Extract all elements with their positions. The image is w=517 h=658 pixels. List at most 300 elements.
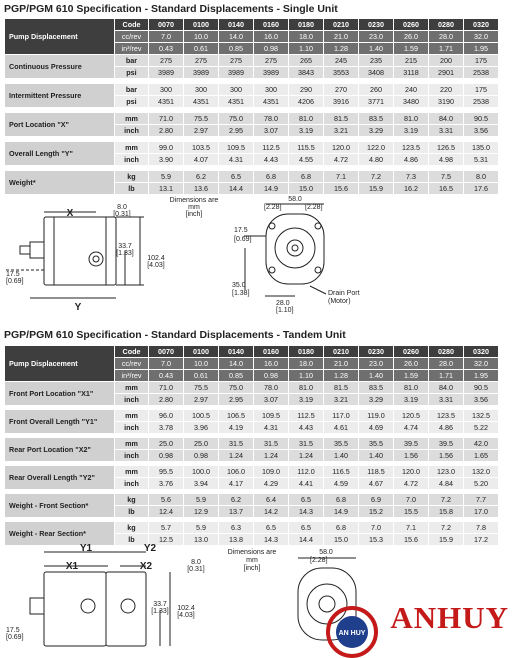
unit-cell: lb <box>115 506 149 518</box>
table-cell: 12.5 <box>149 534 184 546</box>
table-header-row <box>5 346 499 358</box>
unit-cell: inch <box>115 394 149 406</box>
code-header: Code <box>115 19 149 31</box>
dim-x2-label: X2 <box>139 561 153 572</box>
table-cell: 2.95 <box>219 394 254 406</box>
dim2-337: 33.7 <box>153 601 167 608</box>
row-label: Rear Overall Length "Y2" <box>5 466 115 490</box>
dim-337-in: [1.33] <box>116 250 134 257</box>
table-cell: 3.29 <box>359 394 394 406</box>
table-cell: 2.80 <box>149 394 184 406</box>
table-cell: 31.5 <box>219 438 254 450</box>
table-cell: 240 <box>394 84 429 96</box>
table-cell: 4.31 <box>219 154 254 166</box>
table-cell: 1.40 <box>359 450 394 462</box>
dim-58-in-left: [2.28] <box>264 204 282 211</box>
table-cell: 4.72 <box>394 478 429 490</box>
table-cell: 265 <box>289 55 324 67</box>
table-cell: 21.0 <box>324 358 359 370</box>
table-cell: 81.0 <box>289 382 324 394</box>
table-cell: 0.98 <box>149 450 184 462</box>
table-cell: 4351 <box>254 96 289 108</box>
table-cell: 6.5 <box>289 494 324 506</box>
unit-cell: inch <box>115 478 149 490</box>
table-cell: 2.80 <box>149 125 184 137</box>
table-cell: 15.9 <box>359 183 394 195</box>
table-cell: 3.19 <box>289 394 324 406</box>
table-cell: 5.22 <box>464 422 499 434</box>
row-label: Weight* <box>5 171 115 195</box>
dim-y-label: Y <box>74 302 82 313</box>
row-label: Front Overall Length "Y1" <box>5 410 115 434</box>
table-cell: 3.07 <box>254 125 289 137</box>
table-cell: 109.5 <box>219 142 254 154</box>
row-label: Overall Length "Y" <box>5 142 115 166</box>
table-cell: 2901 <box>429 67 464 79</box>
table-cell: 123.0 <box>429 466 464 478</box>
code-cell: 0100 <box>184 19 219 31</box>
table-cell: 1.40 <box>359 370 394 382</box>
table-cell: 3771 <box>359 96 394 108</box>
table-cell: 1.40 <box>324 450 359 462</box>
table-row <box>5 142 499 154</box>
table-cell: 1.10 <box>289 370 324 382</box>
table-cell: 1.71 <box>429 43 464 55</box>
table-cell: 115.5 <box>289 142 324 154</box>
table-cell: 13.7 <box>219 506 254 518</box>
table-cell: 1.59 <box>394 43 429 55</box>
table-cell: 103.5 <box>184 142 219 154</box>
table-cell: 106.5 <box>219 410 254 422</box>
unit-cell: inch <box>115 154 149 166</box>
table-cell: 14.3 <box>254 534 289 546</box>
table-cell: 4351 <box>184 96 219 108</box>
table-cell: 5.9 <box>149 171 184 183</box>
table-cell: 2538 <box>464 96 499 108</box>
code-cell: 0260 <box>394 346 429 358</box>
row-label: Rear Port Location "X2" <box>5 438 115 462</box>
table-row <box>5 171 499 183</box>
table-cell: 4.43 <box>289 422 324 434</box>
table-cell: 4.69 <box>359 422 394 434</box>
table-cell: 4.86 <box>394 154 429 166</box>
table-cell: 71.0 <box>149 382 184 394</box>
row-label: Weight - Rear Section* <box>5 522 115 546</box>
units-note: Dimensions are <box>169 197 219 204</box>
table-cell: 123.5 <box>394 142 429 154</box>
logo-text: AN HUY <box>338 630 366 637</box>
table-cell: 300 <box>254 84 289 96</box>
table-cell: 75.0 <box>219 382 254 394</box>
table-cell: 275 <box>184 55 219 67</box>
units-mm: mm <box>188 204 200 211</box>
table-cell: 42.0 <box>464 438 499 450</box>
table-cell: 3.78 <box>149 422 184 434</box>
dim-x-label: X <box>66 208 74 219</box>
table-cell: 3989 <box>149 67 184 79</box>
dim2-175-in: [0.69] <box>6 634 24 641</box>
table-cell: 4.98 <box>429 154 464 166</box>
table-cell: 14.3 <box>289 506 324 518</box>
table-cell: 4.31 <box>254 422 289 434</box>
table-cell: 7.0 <box>359 522 394 534</box>
code-cell: 0280 <box>429 19 464 31</box>
table-cell: 3408 <box>359 67 394 79</box>
row-label: Continuous Pressure <box>5 55 115 79</box>
drain-port-label: Drain Port <box>328 290 360 297</box>
table-cell: 175 <box>464 84 499 96</box>
table-cell: 112.5 <box>254 142 289 154</box>
dim-337: 33.7 <box>118 243 132 250</box>
unit-cell: psi <box>115 67 149 79</box>
table-cell: 6.8 <box>324 522 359 534</box>
table-cell: 1.28 <box>324 370 359 382</box>
table-cell: 5.9 <box>184 494 219 506</box>
table-cell: 3.29 <box>359 125 394 137</box>
unit-cell: mm <box>115 382 149 394</box>
table-cell: 135.0 <box>464 142 499 154</box>
table-cell: 7.1 <box>324 171 359 183</box>
unit-cell: in³/rev <box>115 370 149 382</box>
table-cell: 3.76 <box>149 478 184 490</box>
row-label: Intermittent Pressure <box>5 84 115 108</box>
table-cell: 39.5 <box>394 438 429 450</box>
table-cell: 3.07 <box>254 394 289 406</box>
table-cell: 0.98 <box>254 370 289 382</box>
table-cell: 13.0 <box>184 534 219 546</box>
table-cell: 1.95 <box>464 370 499 382</box>
table-cell: 17.0 <box>464 506 499 518</box>
single-unit-drawing <box>0 196 517 324</box>
table-row <box>5 382 499 394</box>
table-cell: 6.2 <box>184 171 219 183</box>
table-cell: 220 <box>429 84 464 96</box>
table-cell: 3.56 <box>464 125 499 137</box>
dim2-1024: 102.4 <box>177 605 195 612</box>
table-cell: 15.6 <box>394 534 429 546</box>
table-cell: 4.29 <box>254 478 289 490</box>
table-cell: 3.56 <box>464 394 499 406</box>
table-cell: 14.9 <box>324 506 359 518</box>
table-header-row <box>5 19 499 31</box>
table-row <box>5 494 499 506</box>
table-cell: 83.5 <box>359 382 394 394</box>
table-cell: 6.2 <box>219 494 254 506</box>
table-cell: 71.0 <box>149 113 184 125</box>
units2-note: Dimensions are <box>227 549 277 556</box>
unit-cell: bar <box>115 55 149 67</box>
unit-cell: mm <box>115 410 149 422</box>
table-cell: 78.0 <box>254 113 289 125</box>
dim-8: 8.0 <box>117 204 127 211</box>
table-cell: 25.0 <box>184 438 219 450</box>
dim-35-in: [1.38] <box>232 290 250 297</box>
table-cell: 16.2 <box>394 183 429 195</box>
table-cell: 4.17 <box>219 478 254 490</box>
table-cell: 6.8 <box>254 171 289 183</box>
unit-cell: in³/rev <box>115 43 149 55</box>
table-cell: 4.07 <box>184 154 219 166</box>
table-cell: 245 <box>324 55 359 67</box>
table-cell: 109.0 <box>254 466 289 478</box>
table-cell: 17.6 <box>464 183 499 195</box>
table-cell: 8.0 <box>464 171 499 183</box>
table-cell: 15.8 <box>429 506 464 518</box>
table-cell: 119.0 <box>359 410 394 422</box>
table-cell: 300 <box>184 84 219 96</box>
table-cell: 117.0 <box>324 410 359 422</box>
table-cell: 2.97 <box>184 394 219 406</box>
table-cell: 3.21 <box>324 125 359 137</box>
dim-175-front: 17.5 <box>234 227 248 234</box>
row-label: Weight - Front Section* <box>5 494 115 518</box>
table-cell: 3.31 <box>429 125 464 137</box>
table-cell: 84.0 <box>429 113 464 125</box>
dim2-1024-in: [4.03] <box>177 612 195 619</box>
table-cell: 4.86 <box>429 422 464 434</box>
table-cell: 7.3 <box>394 171 429 183</box>
code-cell: 0160 <box>254 19 289 31</box>
table-cell: 10.0 <box>184 31 219 43</box>
table-cell: 1.24 <box>289 450 324 462</box>
dim-1024: 102.4 <box>147 255 165 262</box>
unit-cell: mm <box>115 142 149 154</box>
table-cell: 90.5 <box>464 113 499 125</box>
dim-y1-label: Y1 <box>79 543 93 554</box>
code-header: Code <box>115 346 149 358</box>
unit-cell: cc/rev <box>115 31 149 43</box>
table-cell: 235 <box>359 55 394 67</box>
table-cell: 99.0 <box>149 142 184 154</box>
table-cell: 5.31 <box>464 154 499 166</box>
dim-175-front-in: [0.69] <box>234 236 252 243</box>
unit-cell: inch <box>115 450 149 462</box>
code-cell: 0230 <box>359 346 394 358</box>
table-cell: 3.96 <box>184 422 219 434</box>
table-cell: 260 <box>359 84 394 96</box>
table-cell: 14.9 <box>254 183 289 195</box>
table-cell: 14.0 <box>219 358 254 370</box>
table-cell: 275 <box>219 55 254 67</box>
table-cell: 0.61 <box>184 370 219 382</box>
table-cell: 6.3 <box>219 522 254 534</box>
table-cell: 2.95 <box>219 125 254 137</box>
table-cell: 4.61 <box>324 422 359 434</box>
units-in: [inch] <box>185 211 203 218</box>
table-cell: 0.43 <box>149 370 184 382</box>
table-cell: 112.5 <box>289 410 324 422</box>
table-cell: 300 <box>149 84 184 96</box>
table-cell: 3.21 <box>324 394 359 406</box>
table-cell: 14.2 <box>254 506 289 518</box>
table-cell: 23.0 <box>359 358 394 370</box>
table-cell: 100.0 <box>184 466 219 478</box>
table-cell: 1.95 <box>464 43 499 55</box>
anhuy-logo-icon <box>328 608 376 656</box>
dim-175-in: [0.69] <box>6 278 24 285</box>
dim2-8: 8.0 <box>191 559 201 566</box>
table-cell: 28.0 <box>429 358 464 370</box>
table-cell: 35.5 <box>359 438 394 450</box>
table-cell: 31.5 <box>289 438 324 450</box>
table-cell: 132.0 <box>464 466 499 478</box>
single-unit-table <box>4 18 499 195</box>
table-cell: 3843 <box>289 67 324 79</box>
units2-in: [inch] <box>243 565 261 572</box>
dim-8-in: [0.31] <box>113 211 131 218</box>
code-cell: 0280 <box>429 346 464 358</box>
table-cell: 4.84 <box>429 478 464 490</box>
table-cell: 90.5 <box>464 382 499 394</box>
table-cell: 4.74 <box>394 422 429 434</box>
table-cell: 3989 <box>219 67 254 79</box>
table-cell: 1.71 <box>429 370 464 382</box>
table-cell: 120.5 <box>394 410 429 422</box>
table-cell: 3.90 <box>149 154 184 166</box>
table-cell: 290 <box>289 84 324 96</box>
table-cell: 5.6 <box>149 494 184 506</box>
table-cell: 1.40 <box>359 43 394 55</box>
table-cell: 7.7 <box>464 494 499 506</box>
table-cell: 2.97 <box>184 125 219 137</box>
table-cell: 81.5 <box>324 113 359 125</box>
table-cell: 3.31 <box>429 394 464 406</box>
table-cell: 0.61 <box>184 43 219 55</box>
code-cell: 0320 <box>464 346 499 358</box>
table-cell: 10.0 <box>184 358 219 370</box>
table-row <box>5 113 499 125</box>
unit-cell: lb <box>115 183 149 195</box>
table-cell: 81.0 <box>394 382 429 394</box>
dim2-175: 17.5 <box>6 627 20 634</box>
dim-x1-label: X1 <box>65 561 79 572</box>
table-cell: 18.0 <box>289 31 324 43</box>
pump-displacement-label: Pump Displacement <box>5 19 115 55</box>
table-cell: 28.0 <box>429 31 464 43</box>
table-cell: 175 <box>464 55 499 67</box>
table-cell: 6.8 <box>289 171 324 183</box>
unit-cell: kg <box>115 171 149 183</box>
table-cell: 7.0 <box>149 31 184 43</box>
anhuy-watermark: ANHUY <box>390 600 509 635</box>
table-cell: 118.5 <box>359 466 394 478</box>
code-cell: 0320 <box>464 19 499 31</box>
table-cell: 4.67 <box>359 478 394 490</box>
unit-cell: mm <box>115 113 149 125</box>
drain-port-sub: (Motor) <box>328 298 351 305</box>
table-cell: 3.19 <box>394 125 429 137</box>
table-cell: 5.9 <box>184 522 219 534</box>
unit-cell: kg <box>115 522 149 534</box>
table-cell: 7.2 <box>359 171 394 183</box>
dim-35: 35.0 <box>232 282 246 289</box>
dim-58: 58.0 <box>288 196 302 203</box>
table-cell: 32.0 <box>464 358 499 370</box>
table-cell: 18.0 <box>289 358 324 370</box>
table-cell: 300 <box>219 84 254 96</box>
table-cell: 3.94 <box>184 478 219 490</box>
table-cell: 95.5 <box>149 466 184 478</box>
table-cell: 16.0 <box>254 31 289 43</box>
table-cell: 122.0 <box>359 142 394 154</box>
table-cell: 2538 <box>464 67 499 79</box>
table-cell: 84.0 <box>429 382 464 394</box>
table-row <box>5 84 499 96</box>
table-cell: 7.2 <box>429 494 464 506</box>
table-cell: 7.2 <box>429 522 464 534</box>
table-cell: 75.5 <box>184 382 219 394</box>
table-cell: 75.0 <box>219 113 254 125</box>
row-label: Front Port Location "X1" <box>5 382 115 406</box>
table-cell: 1.56 <box>394 450 429 462</box>
table-cell: 17.2 <box>464 534 499 546</box>
table-cell: 4.59 <box>324 478 359 490</box>
table-cell: 4351 <box>219 96 254 108</box>
table-cell: 3553 <box>324 67 359 79</box>
table-cell: 1.59 <box>394 370 429 382</box>
table-cell: 6.5 <box>254 522 289 534</box>
table-cell: 120.0 <box>394 466 429 478</box>
table-cell: 270 <box>324 84 359 96</box>
table-cell: 5.7 <box>149 522 184 534</box>
table-cell: 6.5 <box>289 522 324 534</box>
tandem-unit-title: PGP/PGM 610 Specification - Standard Displacements - Tandem Unit <box>4 329 346 341</box>
dim-175: 17.5 <box>6 271 20 278</box>
table-cell: 32.0 <box>464 31 499 43</box>
code-cell: 0180 <box>289 346 324 358</box>
table-cell: 1.24 <box>219 450 254 462</box>
table-cell: 7.0 <box>149 358 184 370</box>
code-cell: 0070 <box>149 346 184 358</box>
table-cell: 109.5 <box>254 410 289 422</box>
table-cell: 15.0 <box>324 534 359 546</box>
table-row <box>5 55 499 67</box>
table-cell: 81.0 <box>394 113 429 125</box>
code-cell: 0100 <box>184 346 219 358</box>
table-cell: 275 <box>254 55 289 67</box>
table-cell: 3.19 <box>394 394 429 406</box>
row-label: Port Location "X" <box>5 113 115 137</box>
dim2-58: 58.0 <box>319 549 333 556</box>
table-cell: 13.8 <box>219 534 254 546</box>
table-cell: 14.4 <box>289 534 324 546</box>
table-cell: 106.0 <box>219 466 254 478</box>
table-row <box>5 438 499 450</box>
table-cell: 7.1 <box>394 522 429 534</box>
table-cell: 7.0 <box>394 494 429 506</box>
table-cell: 112.0 <box>289 466 324 478</box>
table-row <box>5 522 499 534</box>
table-cell: 1.56 <box>429 450 464 462</box>
dim2-337-in: [1.33] <box>151 608 169 615</box>
table-cell: 25.0 <box>149 438 184 450</box>
code-cell: 0210 <box>324 346 359 358</box>
table-cell: 14.0 <box>219 31 254 43</box>
table-cell: 6.8 <box>324 494 359 506</box>
table-cell: 120.0 <box>324 142 359 154</box>
unit-cell: mm <box>115 466 149 478</box>
dim-1024-in: [4.03] <box>147 262 165 269</box>
table-cell: 13.6 <box>184 183 219 195</box>
table-cell: 3916 <box>324 96 359 108</box>
table-cell: 83.5 <box>359 113 394 125</box>
table-cell: 81.5 <box>324 382 359 394</box>
unit-cell: bar <box>115 84 149 96</box>
table-cell: 4.19 <box>219 422 254 434</box>
code-cell: 0180 <box>289 19 324 31</box>
table-cell: 4.72 <box>324 154 359 166</box>
table-cell: 7.5 <box>429 171 464 183</box>
